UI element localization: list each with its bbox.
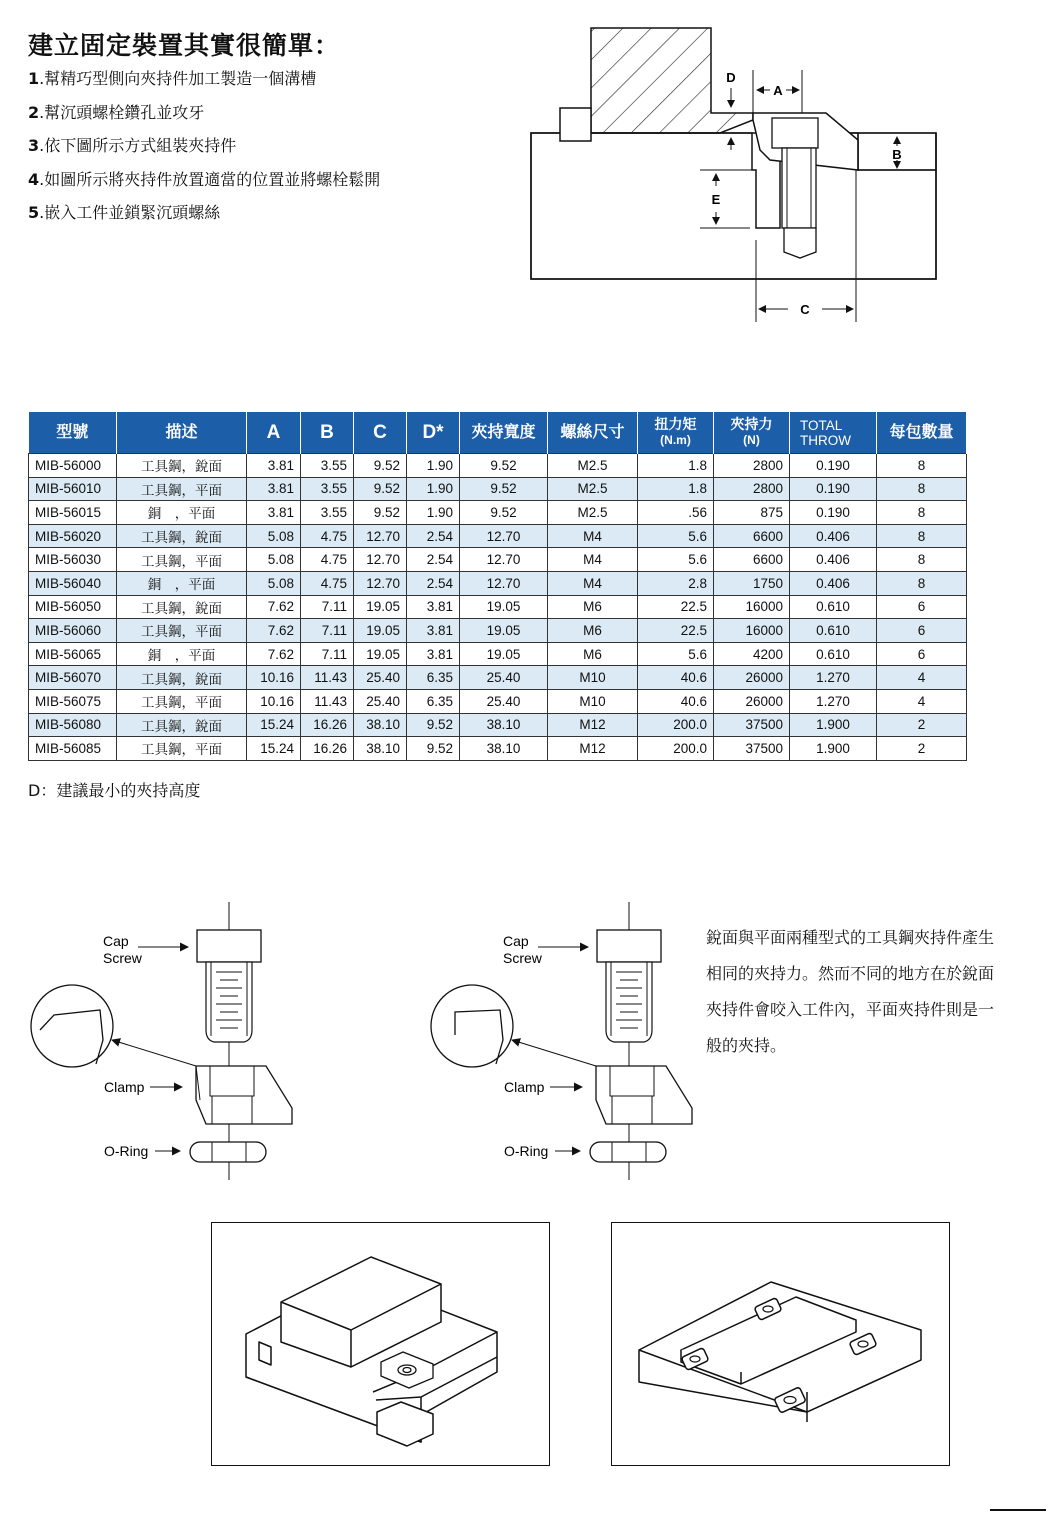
table-row [29,571,967,595]
page-title: 建立固定裝置其實很簡單： [28,31,341,60]
table-row [29,477,967,501]
oring-label: O-Ring [104,1143,149,1159]
table-row [29,619,967,643]
cell-qty: 8 [877,477,967,501]
cell-torque: 5.6 [638,642,714,666]
cell-d: 2.54 [407,548,460,572]
cell-model: MIB-56015 [29,501,117,525]
cell-force: 37500 [714,713,790,737]
cell-model: MIB-56020 [29,524,117,548]
cell-thread: M4 [548,524,638,548]
cell-width: 9.52 [460,477,548,501]
cell-b: 4.75 [301,548,354,572]
cell-desc: 工具鋼，平面 [117,737,247,761]
table-row [29,642,967,666]
cell-desc: 銅 ，平面 [117,501,247,525]
cell-width: 9.52 [460,501,548,525]
cell-a: 5.08 [247,548,301,572]
cell-b: 11.43 [301,689,354,713]
cell-d: 1.90 [407,477,460,501]
cell-qty: 8 [877,454,967,478]
description-note: 銳面與平面兩種型式的工具鋼夾持件產生相同的夾持力。然而不同的地方在於銳面夾持件會咬入工件內，平面夾持件則是一般的夾持。 [706,928,995,1055]
cell-force: 875 [714,501,790,525]
cell-force: 6600 [714,548,790,572]
cell-width: 12.70 [460,571,548,595]
cell-torque: 2.8 [638,571,714,595]
cell-d: 2.54 [407,571,460,595]
cell-c: 25.40 [354,689,407,713]
cell-throw: 0.190 [790,454,877,478]
col-header-qty: 每包數量 [877,412,967,454]
cell-throw: 0.406 [790,524,877,548]
cell-desc: 工具鋼，銳面 [117,454,247,478]
cell-width: 9.52 [460,454,548,478]
col-header-desc: 描述 [117,412,247,454]
detail-circle [431,985,513,1067]
cell-b: 3.55 [301,501,354,525]
cell-desc: 工具鋼，銳面 [117,666,247,690]
oring-label: O-Ring [504,1143,549,1159]
cell-thread: M6 [548,619,638,643]
footnote: D：建議最小的夾持高度 [28,781,201,800]
cell-throw: 0.190 [790,477,877,501]
assembly-diagram-flat [425,900,725,1185]
col-header-model: 型號 [29,412,117,454]
cell-width: 12.70 [460,524,548,548]
cell-desc: 工具鋼，銳面 [117,524,247,548]
cell-a: 3.81 [247,501,301,525]
col-header-a: A [247,412,301,454]
cell-thread: M6 [548,595,638,619]
cell-b: 11.43 [301,666,354,690]
table-row [29,595,967,619]
cell-throw: 0.406 [790,571,877,595]
cell-qty: 6 [877,619,967,643]
steps-list [28,68,380,236]
step-item: 4.如圖所示將夾持件放置適當的位置並將螺栓鬆開 [28,169,381,189]
cell-thread: M6 [548,642,638,666]
cell-b: 16.26 [301,713,354,737]
stop-block [560,108,591,141]
cell-thread: M4 [548,571,638,595]
cell-qty: 2 [877,737,967,761]
table-row [29,548,967,572]
cell-force: 26000 [714,689,790,713]
page-mark [990,1509,1046,1511]
table-row [29,666,967,690]
cell-qty: 8 [877,548,967,572]
cell-force: 16000 [714,595,790,619]
cap-label: Cap [503,933,529,949]
cell-d: 3.81 [407,595,460,619]
cell-thread: M2.5 [548,477,638,501]
table-row [29,737,967,761]
cell-model: MIB-56000 [29,454,117,478]
col-header-throw: TOTAL THROW [790,412,877,454]
cell-desc: 銅 ，平面 [117,571,247,595]
cell-throw: 1.270 [790,666,877,690]
cell-torque: 1.8 [638,477,714,501]
base-plate [531,133,936,279]
cell-d: 9.52 [407,713,460,737]
dim-label-c: C [800,302,810,317]
cell-b: 3.55 [301,477,354,501]
cell-force: 37500 [714,737,790,761]
cell-model: MIB-56030 [29,548,117,572]
cell-c: 38.10 [354,713,407,737]
cell-throw: 0.610 [790,642,877,666]
cell-width: 38.10 [460,737,548,761]
dim-label-d: D [726,70,736,85]
cell-qty: 6 [877,642,967,666]
dim-label-b: B [892,147,902,162]
cell-d: 3.81 [407,619,460,643]
table-row [29,713,967,737]
cell-qty: 4 [877,689,967,713]
dimension-diagram [520,20,950,330]
cell-width: 25.40 [460,689,548,713]
screw-head [772,118,818,148]
cell-desc: 銅 ，平面 [117,642,247,666]
cell-desc: 工具鋼，平面 [117,689,247,713]
cell-desc: 工具鋼，平面 [117,619,247,643]
cell-d: 1.90 [407,501,460,525]
cell-a: 7.62 [247,619,301,643]
cell-thread: M2.5 [548,454,638,478]
cell-model: MIB-56040 [29,571,117,595]
cell-force: 6600 [714,524,790,548]
clamp-label: Clamp [104,1079,145,1095]
cell-b: 4.75 [301,571,354,595]
cell-width: 19.05 [460,642,548,666]
cell-a: 15.24 [247,713,301,737]
cell-b: 7.11 [301,642,354,666]
cell-d: 9.52 [407,737,460,761]
cell-a: 10.16 [247,666,301,690]
table-header-row [29,412,967,454]
cell-torque: 1.8 [638,454,714,478]
cell-torque: .56 [638,501,714,525]
cell-c: 25.40 [354,666,407,690]
col-header-thread: 螺絲尺寸 [548,412,638,454]
cell-d: 2.54 [407,524,460,548]
cell-width: 38.10 [460,713,548,737]
table-row [29,689,967,713]
cell-d: 6.35 [407,666,460,690]
cell-width: 12.70 [460,548,548,572]
step-item: 1.幫精巧型側向夾持件加工製造一個溝槽 [28,69,317,88]
cell-force: 1750 [714,571,790,595]
cell-force: 16000 [714,619,790,643]
table-row [29,454,967,478]
cell-a: 5.08 [247,571,301,595]
cell-qty: 6 [877,595,967,619]
cell-model: MIB-56065 [29,642,117,666]
step-item: 3.依下圖所示方式組裝夾持件 [28,136,237,155]
col-header-force: 夾持力 (N) [714,412,790,454]
cell-qty: 8 [877,501,967,525]
isometric-fixture-1 [211,1222,550,1466]
dim-label-e: E [711,192,721,207]
cell-c: 12.70 [354,571,407,595]
cell-a: 10.16 [247,689,301,713]
cell-c: 12.70 [354,548,407,572]
col-header-b: B [301,412,354,454]
cell-force: 2800 [714,454,790,478]
col-header-d: D* [407,412,460,454]
cell-model: MIB-56075 [29,689,117,713]
cell-qty: 2 [877,713,967,737]
spec-table [28,412,967,761]
cell-c: 9.52 [354,477,407,501]
cell-throw: 1.900 [790,713,877,737]
cell-model: MIB-56010 [29,477,117,501]
cell-width: 25.40 [460,666,548,690]
col-header-c: C [354,412,407,454]
cell-throw: 1.270 [790,689,877,713]
cell-force: 26000 [714,666,790,690]
cell-torque: 22.5 [638,619,714,643]
cell-torque: 5.6 [638,524,714,548]
cell-thread: M12 [548,737,638,761]
isometric-fixture-2 [611,1222,950,1466]
cell-throw: 0.610 [790,619,877,643]
col-header-width: 夾持寬度 [460,412,548,454]
cell-a: 7.62 [247,642,301,666]
cell-torque: 200.0 [638,713,714,737]
cell-model: MIB-56060 [29,619,117,643]
cell-throw: 0.190 [790,501,877,525]
cell-width: 19.05 [460,619,548,643]
cell-b: 7.11 [301,595,354,619]
cell-desc: 工具鋼，平面 [117,548,247,572]
cell-force: 2800 [714,477,790,501]
cell-d: 1.90 [407,454,460,478]
cell-throw: 0.406 [790,548,877,572]
cell-c: 12.70 [354,524,407,548]
cell-desc: 工具鋼，平面 [117,477,247,501]
cell-a: 3.81 [247,454,301,478]
cell-torque: 200.0 [638,737,714,761]
cell-a: 7.62 [247,595,301,619]
cell-thread: M12 [548,713,638,737]
cell-thread: M10 [548,689,638,713]
cell-model: MIB-56080 [29,713,117,737]
cell-model: MIB-56050 [29,595,117,619]
cell-b: 16.26 [301,737,354,761]
cell-b: 4.75 [301,524,354,548]
cell-qty: 8 [877,571,967,595]
cell-thread: M10 [548,666,638,690]
cell-a: 5.08 [247,524,301,548]
col-header-torque: 扭力矩 (N.m) [638,412,714,454]
cell-throw: 1.900 [790,737,877,761]
clamp-label: Clamp [504,1079,545,1095]
assembly-diagram-serrated [25,900,325,1185]
cell-desc: 工具鋼，銳面 [117,713,247,737]
step-item: 2.幫沉頭螺栓鑽孔並攻牙 [28,102,205,122]
cell-c: 38.10 [354,737,407,761]
cell-model: MIB-56070 [29,666,117,690]
cell-width: 19.05 [460,595,548,619]
cell-c: 9.52 [354,454,407,478]
step-item: 5.嵌入工件並鎖緊沉頭螺絲 [28,203,221,222]
cell-torque: 40.6 [638,689,714,713]
cell-c: 19.05 [354,619,407,643]
dim-label-a: A [773,83,783,98]
cell-b: 3.55 [301,454,354,478]
screw-label: Screw [503,950,542,966]
cell-throw: 0.610 [790,595,877,619]
cell-d: 3.81 [407,642,460,666]
cell-d: 6.35 [407,689,460,713]
table-row [29,524,967,548]
cell-torque: 5.6 [638,548,714,572]
cell-model: MIB-56085 [29,737,117,761]
cell-a: 15.24 [247,737,301,761]
cap-label: Cap [103,933,129,949]
cell-c: 19.05 [354,642,407,666]
cell-thread: M2.5 [548,501,638,525]
screw-label: Screw [103,950,142,966]
cell-thread: M4 [548,548,638,572]
cell-desc: 工具鋼，銳面 [117,595,247,619]
cell-qty: 4 [877,666,967,690]
cell-a: 3.81 [247,477,301,501]
cell-c: 9.52 [354,501,407,525]
cell-torque: 40.6 [638,666,714,690]
cell-c: 19.05 [354,595,407,619]
cell-b: 7.11 [301,619,354,643]
cell-force: 4200 [714,642,790,666]
table-row [29,501,967,525]
cell-torque: 22.5 [638,595,714,619]
cell-qty: 8 [877,524,967,548]
